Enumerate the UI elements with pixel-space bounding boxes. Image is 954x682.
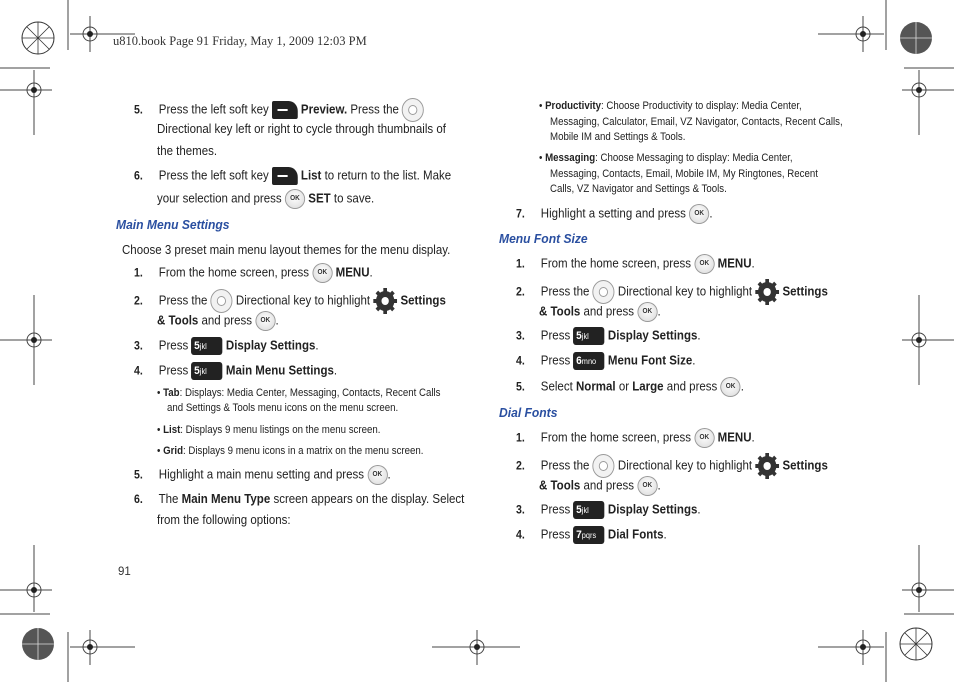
step-6b-text: from the following options: (157, 513, 291, 527)
dial-step-2-text: & Tools and press OK . (539, 476, 661, 496)
step-5-text: the themes. (157, 144, 218, 158)
ok-key-icon: OK (285, 189, 305, 209)
font-step-4: 4. Press 6mno Menu Font Size. (516, 352, 695, 370)
option-productivity-text: Mobile IM and Settings & Tools. (550, 131, 686, 143)
font-step-2: 2. Press the Directional key to highlight Settings (516, 279, 828, 305)
key-7-icon: 7pqrs (573, 526, 604, 544)
ok-key-icon: OK (255, 311, 275, 331)
ok-key-icon: OK (637, 476, 657, 496)
key-5-icon: 5jkl (191, 362, 222, 380)
font-step-3: 3. Press 5jkl Display Settings. (516, 327, 701, 345)
settings-gear-icon (755, 279, 779, 305)
step-5-text: Directional key left or right to cycle through thumbnails of (157, 122, 446, 136)
dial-step-1: 1. From the home screen, press OK MENU. (516, 428, 755, 448)
directional-key-icon (593, 454, 615, 478)
dial-step-3: 3. Press 5jkl Display Settings. (516, 501, 701, 519)
option-messaging-text: Calls, VZ Navigator and Settings & Tools. (550, 183, 727, 195)
step-1: 1. From the home screen, press OK MENU. (134, 263, 373, 283)
step-6b: 6. The Main Menu Type screen appears on the display. Select (134, 492, 465, 506)
bullet-grid: • Grid: Displays 9 menu icons in a matrix on the menu screen. (157, 445, 424, 457)
section-title-menu-font-size: Menu Font Size (499, 231, 588, 246)
step-3: 3. Press 5jkl Display Settings. (134, 337, 319, 355)
step-5: 5. Press the left soft key Preview. Press the (134, 98, 424, 122)
dial-step-2: 2. Press the Directional key to highlight Settings (516, 453, 828, 479)
bullet-tab-text: and Settings & Tools menu icons on the menu screen. (167, 402, 399, 414)
key-6-icon: 6mno (573, 352, 604, 370)
key-5-icon: 5jkl (573, 327, 604, 345)
option-messaging: • Messaging: Choose Messaging to display: Media Center, (539, 152, 793, 164)
key-5-icon: 5jkl (573, 501, 604, 519)
bullet-list: • List: Displays 9 menu listings on the menu screen. (157, 424, 381, 436)
settings-gear-icon (755, 453, 779, 479)
section-title-main-menu-settings: Main Menu Settings (116, 217, 230, 232)
dial-step-4: 4. Press 7pqrs Dial Fonts. (516, 526, 667, 544)
left-soft-key-icon (272, 167, 298, 185)
step-2-text: & Tools and press OK . (157, 311, 279, 331)
page-number: 91 (118, 566, 131, 578)
font-step-2-text: & Tools and press OK . (539, 302, 661, 322)
step-7: 7. Highlight a setting and press OK . (516, 204, 713, 224)
step-2: 2. Press the Directional key to highlight Settings (134, 288, 446, 314)
ok-key-icon: OK (312, 263, 332, 283)
ok-key-icon: OK (637, 302, 657, 322)
step-4: 4. Press 5jkl Main Menu Settings. (134, 362, 337, 380)
ok-key-icon: OK (689, 204, 709, 224)
section-intro: Choose 3 preset main menu layout themes for the menu display. (122, 243, 451, 257)
print-header: u810.book Page 91 Friday, May 1, 2009 12:03 PM (113, 34, 367, 48)
key-5-icon: 5jkl (191, 337, 222, 355)
directional-key-icon (402, 98, 424, 122)
ok-key-icon: OK (694, 428, 714, 448)
section-title-dial-fonts: Dial Fonts (499, 405, 558, 420)
font-step-1: 1. From the home screen, press OK MENU. (516, 254, 755, 274)
bullet-tab: • Tab: Displays: Media Center, Messaging, Contacts, Recent Calls (157, 387, 441, 399)
step-6: 6. Press the left soft key List to return to the list. Make (134, 167, 451, 185)
option-messaging-text: Messaging, Contacts, Email, Mobile IM, My Ringtones, Recent (550, 168, 818, 180)
font-step-5: 5. Select Normal or Large and press OK . (516, 377, 744, 397)
directional-key-icon (593, 280, 615, 304)
ok-key-icon: OK (721, 377, 741, 397)
ok-key-icon: OK (367, 465, 387, 485)
directional-key-icon (211, 289, 233, 313)
settings-gear-icon (373, 288, 397, 314)
option-productivity: • Productivity: Choose Productivity to display: Media Center, (539, 100, 802, 112)
step-6-text: your selection and press OK SET to save. (157, 189, 374, 209)
ok-key-icon: OK (694, 254, 714, 274)
step-number: 5. (134, 104, 143, 117)
left-soft-key-icon (272, 101, 298, 119)
step-5b: 5. Highlight a main menu setting and press OK . (134, 465, 391, 485)
option-productivity-text: Messaging, Calculator, Email, VZ Navigator, Contacts, Recent Calls, (550, 116, 843, 128)
